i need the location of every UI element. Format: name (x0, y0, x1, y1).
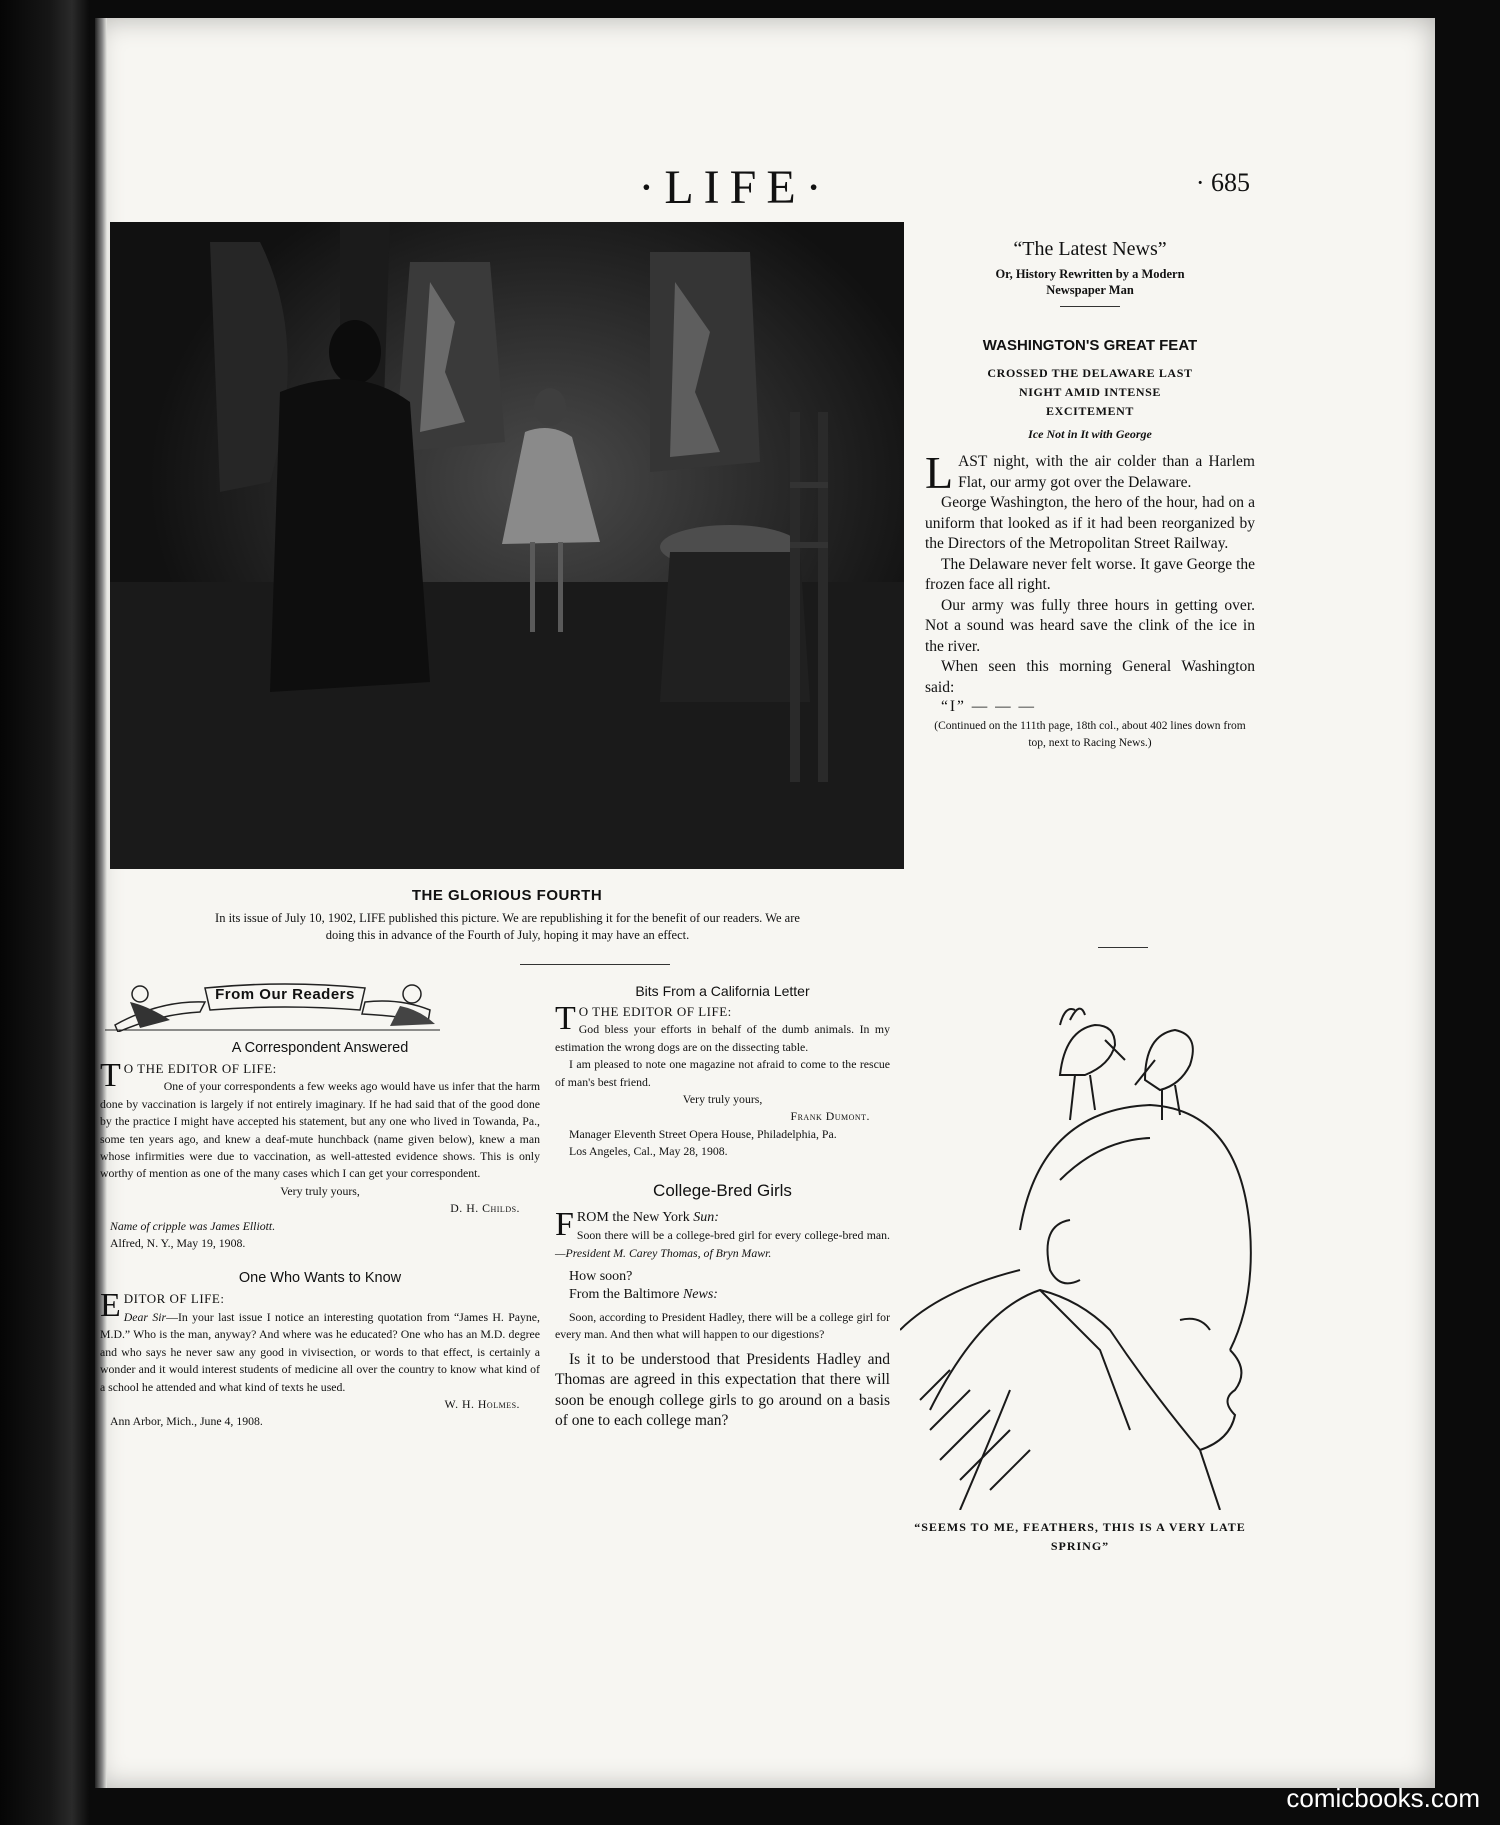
drop-cap: L (925, 447, 954, 498)
wants-to-know-letter (100, 1287, 540, 1430)
deck-line-2: NIGHT AMID INTENSE (1019, 385, 1161, 399)
drop-cap: F (555, 1205, 574, 1243)
drop-cap: T (100, 1057, 121, 1094)
letter-signature: D. H. Childs. (450, 1201, 520, 1216)
drop-cap: E (100, 1287, 121, 1325)
quote: Soon there will be a college-bred girl for every college-bred man. (576, 1228, 890, 1243)
deck-line-1: CROSSED THE DELAWARE LAST (987, 366, 1193, 380)
headline-tagline: Ice Not in It with George (1028, 427, 1152, 441)
page-spine (95, 18, 107, 1788)
letter-place-date: Ann Arbor, Mich., June 4, 1908. (110, 1414, 263, 1429)
balt-quote: Soon, according to President Hadley, there will be a college girl for every man. And then what will happen to our digestions? (555, 1309, 890, 1342)
page-number: · 685 (1195, 168, 1250, 197)
title-rule (1060, 306, 1120, 307)
california-letter (555, 1000, 890, 1161)
letter-place-date: Los Angeles, Cal., May 28, 1908. (569, 1144, 728, 1159)
paragraph: When seen this morning General Washington said: (925, 658, 1255, 696)
letter-greeting: DITOR OF LIFE: (123, 1291, 225, 1307)
washington-quote: “I” — — — (941, 698, 1037, 715)
subtitle-line-2: Newspaper Man (1046, 283, 1134, 297)
letter-place-date: Alfred, N. Y., May 19, 1908. (110, 1236, 246, 1251)
paragraph: Our army was fully three hours in getting over. Not a sound was heard save the clink of the ice in the river. (925, 596, 1255, 655)
letter-greeting: O THE EDITOR OF LIFE: (578, 1004, 732, 1019)
photo-caption (100, 910, 915, 944)
headline-deck (925, 364, 1255, 421)
letter-note: Name of cripple was James Elliott. (110, 1218, 276, 1233)
balt-paper: News: (682, 1287, 718, 1303)
bald-man-cartoon (900, 970, 1270, 1510)
middle-column (555, 983, 890, 1432)
headline: WASHINGTON'S GREAT FEAT (982, 337, 1198, 354)
latest-news-article (925, 236, 1255, 752)
letter-salutation: Dear Sir (123, 1309, 167, 1324)
conclusion: Is it to be understood that Presidents Hadley and Thomas are agreed in this expectation that there will soon be enough college girls to go around on a basis of one to each college man? (555, 1350, 890, 1430)
wants-to-know-title: One Who Wants to Know (238, 1270, 402, 1287)
letter-body: —In your last issue I notice an interesting quotation from “James H. Payne, M.D.” Who is the man, anyway? And where was he educated? One who has an M.D. degree and who says he never saw any good in vivisection, or words to that effect, is certainly a wonder and it would interest students of medicine all over the country to know what kind of a school he attended and what kind of texts he used. (100, 1309, 540, 1394)
article-title: “The Latest News” (1013, 238, 1167, 260)
college-girls-article (555, 1205, 890, 1432)
letter-closing: Very truly yours, (682, 1092, 763, 1107)
california-title: Bits From a California Letter (635, 983, 810, 999)
left-page-edge (0, 0, 90, 1825)
article-subtitle (925, 266, 1255, 298)
subtitle-line-1: Or, History Rewritten by a Modern (995, 267, 1185, 281)
how-soon: How soon? (569, 1268, 633, 1284)
photo-caption-title: THE GLORIOUS FOURTH (411, 887, 603, 904)
paragraph: George Washington, the hero of the hour, had on a uniform that looked as if it had been reorganized by the Directors of the Metropolitan Street Railway. (925, 494, 1255, 552)
glorious-fourth-photo (110, 222, 904, 869)
from-paper: Sun: (693, 1209, 719, 1225)
watermark: comicbooks.com (1286, 1783, 1480, 1813)
letter-paragraph: God bless your efforts in behalf of the dumb animals. In my estimation the wrong dogs are on the dissecting table. (555, 1022, 890, 1054)
banner-label: From Our Readers (215, 986, 355, 1003)
photo-caption-line-1: In its issue of July 10, 1902, LIFE published this picture. We are republishing it for the benefit of our readers. We are (215, 911, 800, 925)
from-line: ROM the New York (576, 1209, 694, 1225)
masthead: ·LIFE· (638, 161, 832, 214)
correspondent-letter (100, 1057, 540, 1252)
letter-greeting: O THE EDITOR OF LIFE: (123, 1061, 277, 1076)
letter-body: One of your correspondents a few weeks ago would have us infer that the harm done by vaccination is largely if not entirely imaginary. If he had said that of the good done by the practice I might have accepted his statement, but any one who lived in Towanda, Pa., some ten years ago, and knew a deaf-mute hunchback (name given below), knew a man whose infirmities were due to vaccination, as well-attested evidence shows. This is only worthy of mention as one of the many cases which I can get your correspondent. (100, 1079, 540, 1181)
paragraph: The Delaware never felt worse. It gave George the frozen face all right. (925, 555, 1255, 593)
readers-banner (100, 980, 540, 1032)
deck-line-3: EXCITEMENT (1045, 404, 1134, 418)
letter-signature: W. H. Holmes. (444, 1396, 520, 1411)
letter-closing: Very truly yours, (280, 1183, 360, 1198)
cartoon-caption: “SEEMS TO ME, FEATHERS, THIS IS A VERY LATE SPRING” (914, 1520, 1246, 1553)
attribution: —President M. Carey Thomas, of Bryn Mawr. (555, 1245, 772, 1260)
correspondent-title: A Correspondent Answered (231, 1040, 409, 1056)
college-girls-title: College-Bred Girls (653, 1180, 792, 1200)
from-balt: From the Baltimore (569, 1287, 683, 1303)
letter-signature: Frank Dumont. (790, 1109, 870, 1124)
photo-caption-line-2: doing this in advance of the Fourth of July, hoping it may have an effect. (325, 928, 690, 942)
from-our-readers-column (100, 980, 540, 1431)
section-rule (520, 964, 670, 965)
column-end-rule (1098, 947, 1148, 948)
letter-paragraph: I am pleased to note one magazine not afraid to come to the rescue of man's best friend. (555, 1057, 890, 1089)
paragraph: AST night, with the air colder than a Harlem Flat, our army got over the Delaware. (958, 453, 1255, 491)
article-body (925, 447, 1255, 698)
drop-cap: T (555, 1000, 576, 1037)
letter-position: Manager Eleventh Street Opera House, Philadelphia, Pa. (569, 1126, 837, 1141)
continued-note: (Continued on the 111th page, 18th col., about 402 lines down from top, next to Racing News.) (934, 720, 1246, 749)
